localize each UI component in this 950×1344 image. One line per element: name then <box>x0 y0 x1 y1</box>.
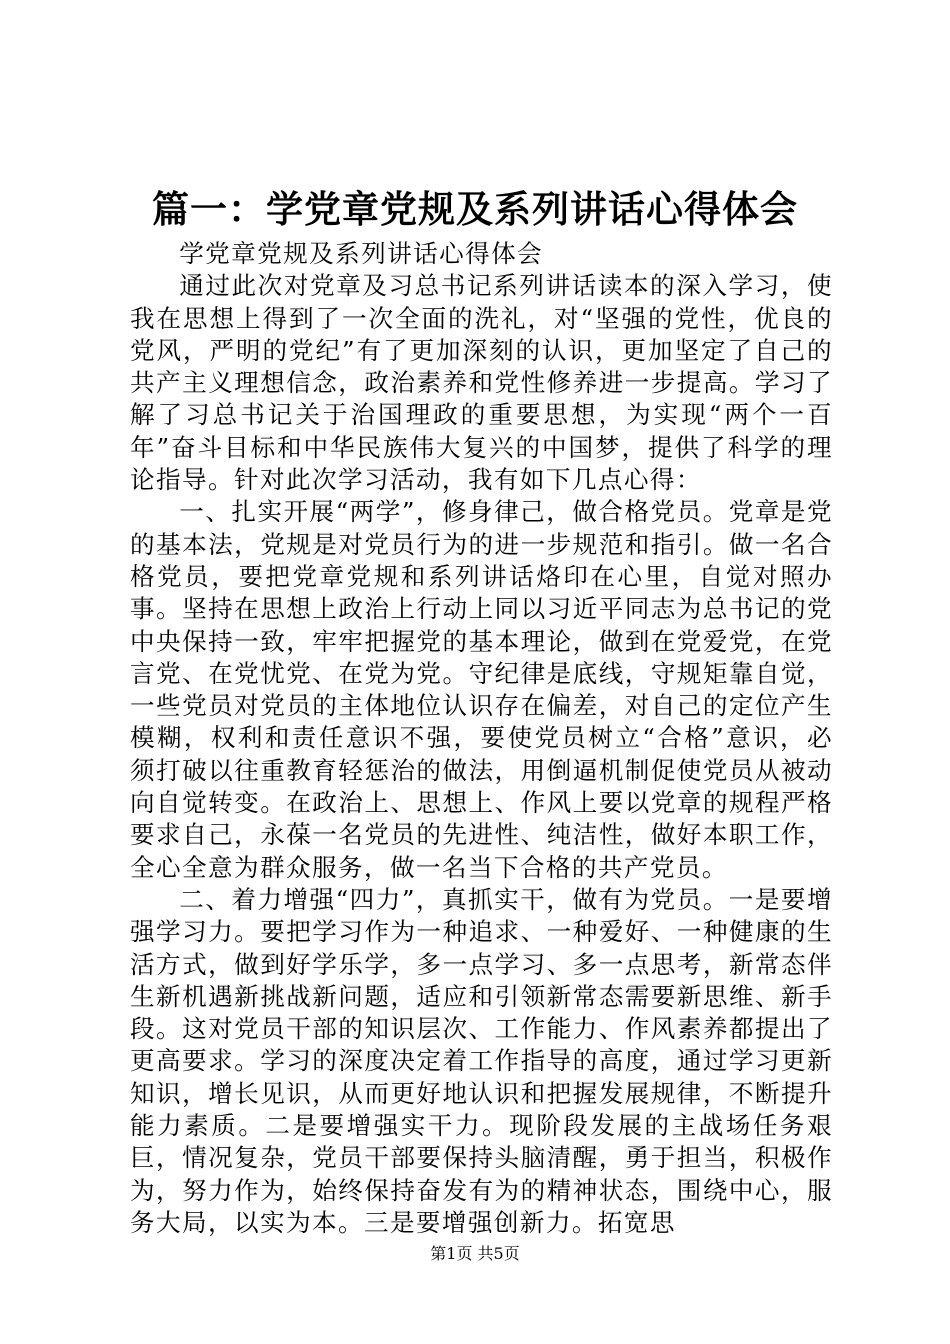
subtitle-paragraph: 学党章党规及系列讲话心得体会 <box>179 239 544 268</box>
page-footer <box>0 1244 950 1264</box>
page-indicator: 第1页 共5页 <box>430 1244 520 1263</box>
section-one-paragraph: 一、扎实开展“两学”，修身律己，做合格党员。党章是党的基本法，党规是对党员行为的进一步规范和指引。做一名合格党员，要把党章党规和系列讲话烙印在心里，自觉对照办事。坚持在思想上政治上行动上同以习近平同志为总书记的党中央保持一致，牢牢把握党的基本理论，做到在党爱党，在党言党、在党忧党、在党为党。守纪律是底线，守规矩靠自觉，一些党员对党员的主体地位认识存在偏差，对自己的定位产生模糊，权利和责任意识不强，要使党员树立“合格”意识，必须打破以往重教育轻惩治的做法，用倒逼机制促使党员从被动向自觉转变。在政治上、思想上、作风上要以党章的规程严格要求自己，永葆一名党员的先进性、纯洁性，做好本职工作，全心全意为群众服务，做一名当下合格的共产党员。 <box>130 497 833 882</box>
document-title: 篇一：学党章党规及系列讲话心得体会 <box>152 187 798 231</box>
document-body <box>130 238 833 1239</box>
section-two-paragraph: 二、着力增强“四力”，真抓实干，做有为党员。一是要增强学习力。要把学习作为一种追求、一种爱好、一种健康的生活方式，做到好学乐学，多一点学习、多一点思考，新常态伴生新机遇新挑战新问题，适应和引领新常态需要新思维、新手段。这对党员干部的知识层次、工作能力、作风素养都提出了更高要求。学习的深度决定着工作指导的高度，通过学习更新知识，增长见识，从而更好地认识和把握发展规律，不断提升能力素质。二是要增强实干力。现阶段发展的主战场任务艰巨，情况复杂，党员干部要保持头脑清醒，勇于担当，积极作为，努力作为，始终保持奋发有为的精神状态，围绕中心，服务大局，以实为本。三是要增强创新力。拓宽思 <box>130 884 833 1237</box>
intro-paragraph: 通过此次对党章及习总书记系列讲话读本的深入学习，使我在思想上得到了一次全面的洗礼，对“坚强的党性，优良的党风，严明的党纪”有了更加深刻的认识，更加坚定了自己的共产主义理想信念，政治素养和党性修养进一步提高。学习了解了习总书记关于治国理政的重要思想，为实现“两个一百年”奋斗目标和中华民族伟大复兴的中国梦，提供了科学的理论指导。针对此次学习活动，我有如下几点心得： <box>130 271 833 495</box>
